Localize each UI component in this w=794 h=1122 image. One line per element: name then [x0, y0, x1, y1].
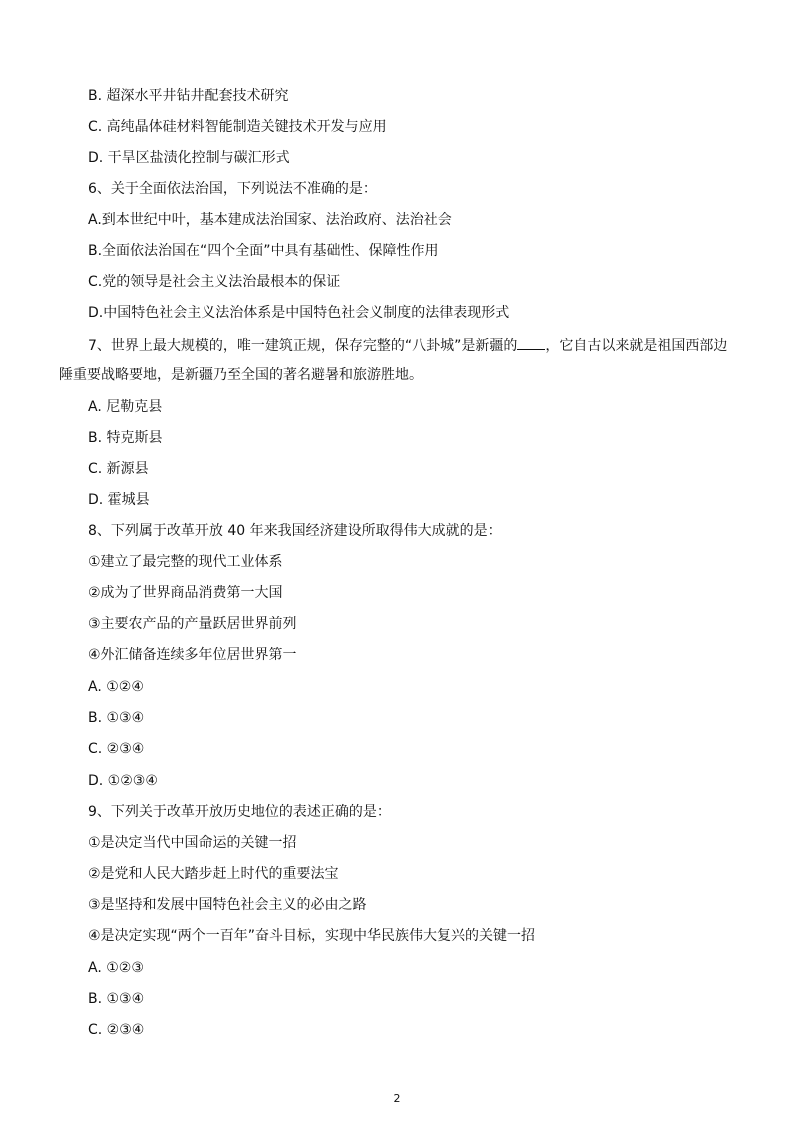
- q7-stem-line1: [88, 335, 727, 355]
- q8-option-d: D. ①②③④: [88, 773, 158, 789]
- q6-option-d: D.中国特色社会主义法治体系是中国特色社会义制度的法律表现形式: [88, 305, 510, 321]
- q6-option-b: B.全面依法治国在“四个全面”中具有基础性、保障性作用: [88, 243, 439, 259]
- q7-option-d: D. 霍城县: [88, 492, 150, 508]
- q6-option-c: C.党的领导是社会主义法治最根本的保证: [88, 274, 341, 290]
- q9-statement-1: ①是决定当代中国命运的关键一招: [88, 835, 297, 851]
- page-number: 2: [393, 1092, 401, 1105]
- q8-option-b: B. ①③④: [88, 710, 145, 726]
- q6-option-a: A.到本世纪中叶，基本建成法治国家、法治政府、法治社会: [88, 212, 452, 228]
- q7-option-b: B. 特克斯县: [88, 430, 163, 446]
- q9-option-c: C. ②③④: [88, 1022, 145, 1038]
- q9-statement-3: ③是坚持和发展中国特色社会主义的必由之路: [88, 897, 367, 913]
- q8-option-c: C. ②③④: [88, 741, 145, 757]
- q8-statement-3: ③主要农产品的产量跃居世界前列: [88, 616, 297, 632]
- q9-statement-2: ②是党和人民大踏步赶上时代的重要法宝: [88, 866, 339, 882]
- q6-stem: 6、关于全面依法治国，下列说法不准确的是：: [88, 181, 377, 197]
- q8-statement-4: ④外汇储备连续多年位居世界第一: [88, 647, 297, 663]
- q7-stem-before-blank: 7、世界上最大规模的，唯一建筑正规，保存完整的“八卦城”是新疆的: [88, 338, 518, 354]
- q7-stem-line2: 陲重要战略要地，是新疆乃至全国的著名避暑和旅游胜地。: [59, 367, 423, 383]
- q9-option-b: B. ①③④: [88, 991, 145, 1007]
- q7-stem-after-blank-part1: ，它自古以来就是祖国西部边: [545, 338, 728, 354]
- q7-option-a: A. 尼勒克县: [88, 399, 163, 415]
- q5-option-b: B. 超深水平井钻井配套技术研究: [88, 88, 289, 104]
- q8-statement-2: ②成为了世界商品消费第一大国: [88, 585, 283, 601]
- q7-answer-blank: [517, 335, 545, 350]
- q8-option-a: A. ①②④: [88, 679, 144, 695]
- q8-stem: 8、下列属于改革开放 40 年来我国经济建设所取得伟大成就的是：: [88, 523, 502, 539]
- q9-option-a: A. ①②③: [88, 960, 144, 976]
- q7-option-c: C. 新源县: [88, 461, 149, 477]
- q8-statement-1: ①建立了最完整的现代工业体系: [88, 554, 283, 570]
- q9-statement-4: ④是决定实现“两个一百年”奋斗目标，实现中华民族伟大复兴的关键一招: [88, 928, 536, 944]
- q5-option-d: D. 干旱区盐渍化控制与碳汇形式: [88, 150, 290, 166]
- q5-option-c: C. 高纯晶体硅材料智能制造关键技术开发与应用: [88, 119, 387, 135]
- q9-stem: 9、下列关于改革开放历史地位的表述正确的是：: [88, 804, 391, 820]
